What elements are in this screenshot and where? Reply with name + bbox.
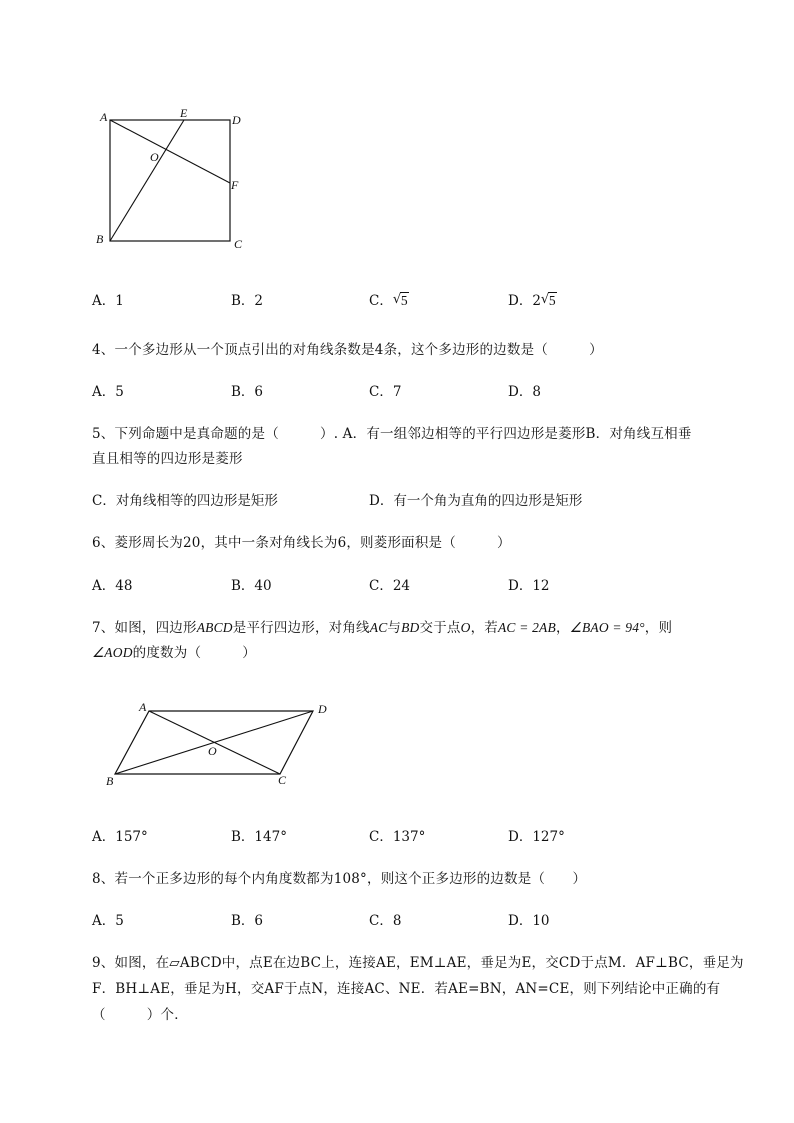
- q9-stem-line2: F．BH⊥AE，垂足为H，交AF于点N，连接AC、NE．若AE=BN，AN=CE，则下列结论中正确的有: [92, 981, 721, 997]
- condition-angle-bao: ∠BAO = 94°: [569, 620, 645, 635]
- q6-stem: 6、菱形周长为20，其中一条对角线长为6，则菱形面积是（ ）: [92, 535, 511, 551]
- q8-option-d[interactable]: D．10: [508, 913, 550, 929]
- q6-option-b[interactable]: B．40: [231, 578, 272, 594]
- q6-option-a[interactable]: A．48: [92, 578, 133, 594]
- q6-option-c[interactable]: C．24: [369, 578, 411, 594]
- sqrt-symbol: √ 5: [540, 292, 556, 308]
- q4-option-d[interactable]: D．8: [508, 384, 541, 400]
- q5-option-c[interactable]: C．对角线相等的四边形是矩形: [92, 493, 278, 509]
- q8-option-b[interactable]: B．6: [231, 913, 264, 929]
- q4-option-a[interactable]: A．5: [92, 384, 124, 400]
- label-D: D: [232, 113, 241, 127]
- square-outline: [110, 120, 230, 241]
- q5-stem-line2: 直且相等的四边形是菱形: [92, 451, 243, 467]
- q5-stem-line1: 5、下列命题中是真命题的是（ ）. A．有一组邻边相等的平行四边形是菱形B．对角线互相垂: [92, 426, 692, 442]
- q6-option-d[interactable]: D．12: [508, 578, 550, 594]
- q7-stem-line2: ∠AOD的度数为（ ）: [92, 645, 256, 661]
- label-A: A: [100, 110, 108, 124]
- q7-option-c[interactable]: C．137°: [369, 829, 426, 845]
- q3-option-d[interactable]: D．2 √ 5: [508, 292, 556, 309]
- q4-stem: 4、一个多边形从一个顶点引出的对角线条数是4条，这个多边形的边数是（ ）: [92, 342, 603, 358]
- figure-square: [90, 104, 250, 254]
- q4-option-b[interactable]: B．6: [231, 384, 264, 400]
- figure-parallelogram: [100, 696, 340, 792]
- segment-BE: [110, 120, 184, 241]
- label-F: F: [231, 178, 239, 192]
- q5-option-d[interactable]: D．有一个角为直角的四边形是矩形: [369, 493, 583, 509]
- label-C: C: [278, 773, 287, 787]
- label-D: D: [318, 702, 327, 716]
- diagonal-BD: [115, 711, 313, 774]
- q8-option-c[interactable]: C．8: [369, 913, 402, 929]
- sqrt-symbol: √ 5: [392, 292, 408, 308]
- label-C: C: [234, 237, 243, 251]
- q7-option-a[interactable]: A．157°: [92, 829, 148, 845]
- label-B: B: [106, 774, 114, 788]
- q3-option-a[interactable]: A．1: [92, 293, 124, 309]
- label-B: B: [96, 232, 104, 246]
- q8-stem: 8、若一个正多边形的每个内角度数都为108°，则这个正多边形的边数是（ ）: [92, 871, 587, 887]
- q4-option-c[interactable]: C．7: [369, 384, 402, 400]
- label-A: A: [139, 700, 147, 714]
- q3-option-b[interactable]: B．2: [231, 293, 264, 309]
- label-O: O: [150, 150, 159, 164]
- q9-stem-line1: 9、如图，在▱ABCD中，点E在边BC上，连接AE，EM⊥AE，垂足为E，交CD于点M．AF⊥BC，垂足为: [92, 955, 744, 971]
- segment-AF: [110, 120, 230, 183]
- label-E: E: [180, 106, 188, 120]
- q7-stem-line1: 7、如图，四边形ABCD是平行四边形，对角线AC与BD交于点O，若AC = 2AB，∠BAO = 94°，则: [92, 620, 673, 636]
- q7-option-d[interactable]: D．127°: [508, 829, 565, 845]
- q7-option-b[interactable]: B．147°: [231, 829, 287, 845]
- q3-option-c[interactable]: C． √ 5: [369, 292, 408, 309]
- condition-ac-2ab: AC = 2AB: [497, 620, 556, 635]
- q8-option-a[interactable]: A．5: [92, 913, 124, 929]
- q9-stem-line3: （ ）个．: [92, 1007, 188, 1023]
- label-O: O: [208, 744, 217, 758]
